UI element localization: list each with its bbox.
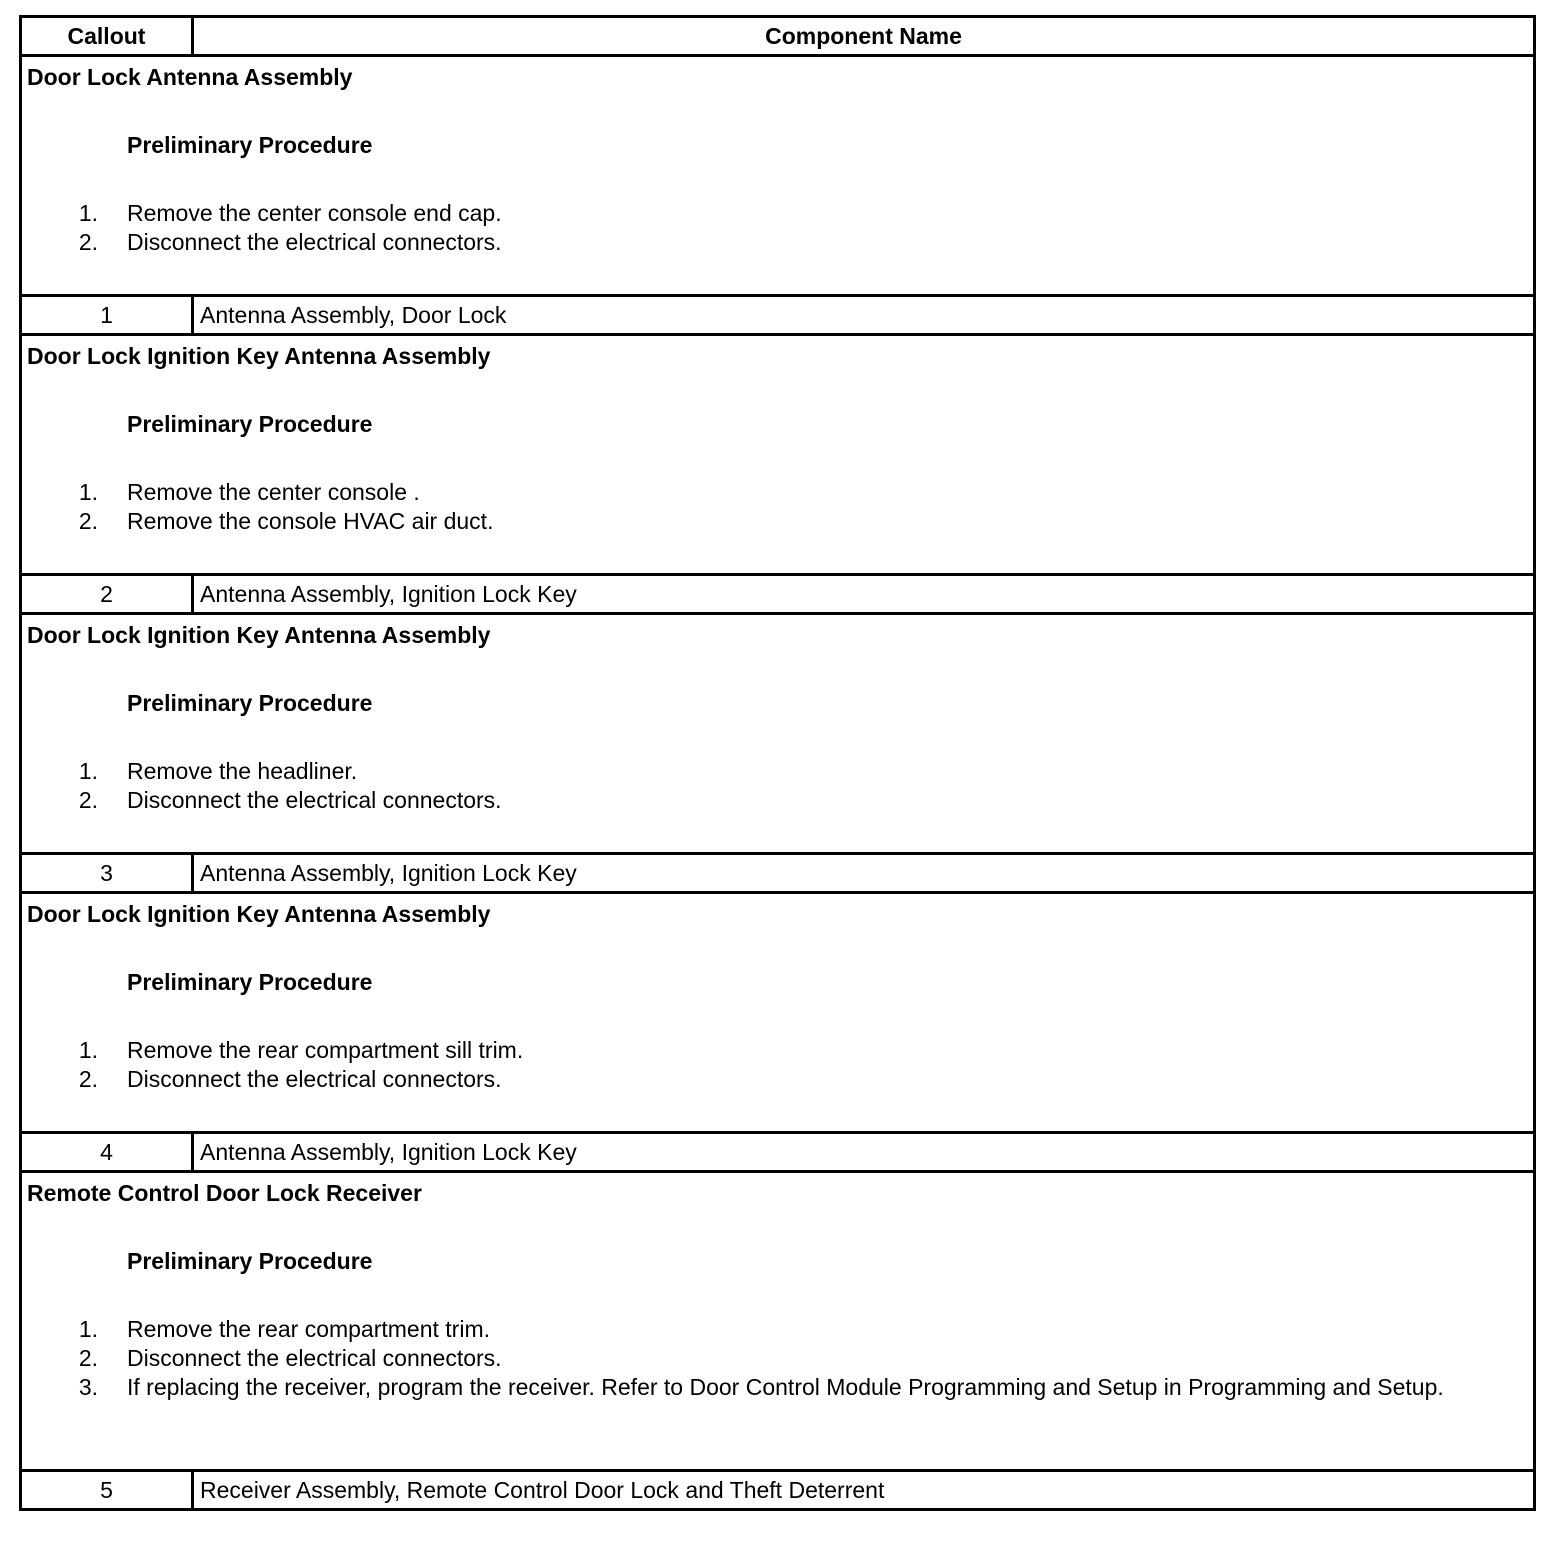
procedure-section bbox=[21, 614, 1535, 854]
table-row bbox=[21, 296, 1535, 335]
callout-cell: 3 bbox=[21, 854, 193, 893]
preliminary-procedure-heading: Preliminary Procedure bbox=[127, 132, 373, 158]
section-title: Door Lock Antenna Assembly bbox=[27, 64, 353, 90]
procedure-section bbox=[21, 335, 1535, 575]
step-number: 1. bbox=[78, 200, 98, 226]
component-name-cell: Receiver Assembly, Remote Control Door Lock and Theft Deterrent bbox=[193, 1471, 1535, 1510]
preliminary-procedure-heading: Preliminary Procedure bbox=[127, 411, 373, 437]
step-number: 2. bbox=[78, 229, 98, 255]
table-row bbox=[21, 1471, 1535, 1510]
step-item bbox=[22, 1036, 1533, 1065]
header-component-name: Component Name bbox=[193, 17, 1535, 56]
callout-cell: 5 bbox=[21, 1471, 193, 1510]
step-number: 2. bbox=[78, 1066, 98, 1092]
step-item bbox=[22, 1315, 1533, 1344]
step-text: Remove the rear compartment sill trim. bbox=[127, 1037, 524, 1063]
preliminary-procedure-heading: Preliminary Procedure bbox=[127, 690, 373, 716]
step-list bbox=[22, 1036, 1533, 1094]
preliminary-procedure-heading: Preliminary Procedure bbox=[127, 969, 373, 995]
step-text: Remove the center console . bbox=[127, 479, 420, 505]
step-number: 1. bbox=[78, 1316, 98, 1342]
section-title: Door Lock Ignition Key Antenna Assembly bbox=[27, 343, 491, 369]
step-item bbox=[22, 1373, 1533, 1402]
step-number: 2. bbox=[78, 508, 98, 534]
step-list bbox=[22, 478, 1533, 536]
procedure-section bbox=[21, 893, 1535, 1133]
preliminary-procedure-heading: Preliminary Procedure bbox=[127, 1248, 373, 1274]
section-title: Remote Control Door Lock Receiver bbox=[27, 1180, 422, 1206]
component-name-cell: Antenna Assembly, Ignition Lock Key bbox=[193, 575, 1535, 614]
component-name-cell: Antenna Assembly, Ignition Lock Key bbox=[193, 1133, 1535, 1172]
component-name-cell: Antenna Assembly, Ignition Lock Key bbox=[193, 854, 1535, 893]
table-row bbox=[21, 1133, 1535, 1172]
step-list bbox=[22, 199, 1533, 257]
step-text: Remove the console HVAC air duct. bbox=[127, 508, 494, 534]
step-number: 2. bbox=[78, 787, 98, 813]
component-table bbox=[19, 15, 1536, 1511]
step-list bbox=[22, 1315, 1533, 1402]
step-item bbox=[22, 507, 1533, 536]
table-row bbox=[21, 854, 1535, 893]
header-callout: Callout bbox=[21, 17, 193, 56]
step-text: If replacing the receiver, program the receiver. Refer to Door Control Module Programming and Setup in Programming and Setup. bbox=[127, 1374, 1444, 1400]
procedure-cell bbox=[21, 56, 1535, 296]
step-number: 1. bbox=[78, 1037, 98, 1063]
step-number: 3. bbox=[78, 1374, 98, 1400]
procedure-cell bbox=[21, 335, 1535, 575]
section-title: Door Lock Ignition Key Antenna Assembly bbox=[27, 622, 491, 648]
callout-cell: 4 bbox=[21, 1133, 193, 1172]
table-row bbox=[21, 575, 1535, 614]
step-item bbox=[22, 786, 1533, 815]
step-text: Remove the headliner. bbox=[127, 758, 358, 784]
step-number: 1. bbox=[78, 758, 98, 784]
step-text: Remove the rear compartment trim. bbox=[127, 1316, 491, 1342]
step-item bbox=[22, 757, 1533, 786]
procedure-section bbox=[21, 1172, 1535, 1471]
step-text: Disconnect the electrical connectors. bbox=[127, 1066, 502, 1092]
callout-cell: 1 bbox=[21, 296, 193, 335]
procedure-section bbox=[21, 56, 1535, 296]
step-number: 1. bbox=[78, 479, 98, 505]
step-number: 2. bbox=[78, 1345, 98, 1371]
step-text: Disconnect the electrical connectors. bbox=[127, 787, 502, 813]
step-text: Disconnect the electrical connectors. bbox=[127, 1345, 502, 1371]
callout-cell: 2 bbox=[21, 575, 193, 614]
step-item bbox=[22, 478, 1533, 507]
step-text: Disconnect the electrical connectors. bbox=[127, 229, 502, 255]
table-header-row bbox=[21, 17, 1535, 56]
step-text: Remove the center console end cap. bbox=[127, 200, 502, 226]
section-title: Door Lock Ignition Key Antenna Assembly bbox=[27, 901, 491, 927]
step-item bbox=[22, 1344, 1533, 1373]
step-item bbox=[22, 1065, 1533, 1094]
component-name-cell: Antenna Assembly, Door Lock bbox=[193, 296, 1535, 335]
step-list bbox=[22, 757, 1533, 815]
component-table-document bbox=[19, 15, 1533, 1544]
procedure-cell bbox=[21, 893, 1535, 1133]
procedure-cell bbox=[21, 1172, 1535, 1471]
step-item bbox=[22, 199, 1533, 228]
step-item bbox=[22, 228, 1533, 257]
procedure-cell bbox=[21, 614, 1535, 854]
